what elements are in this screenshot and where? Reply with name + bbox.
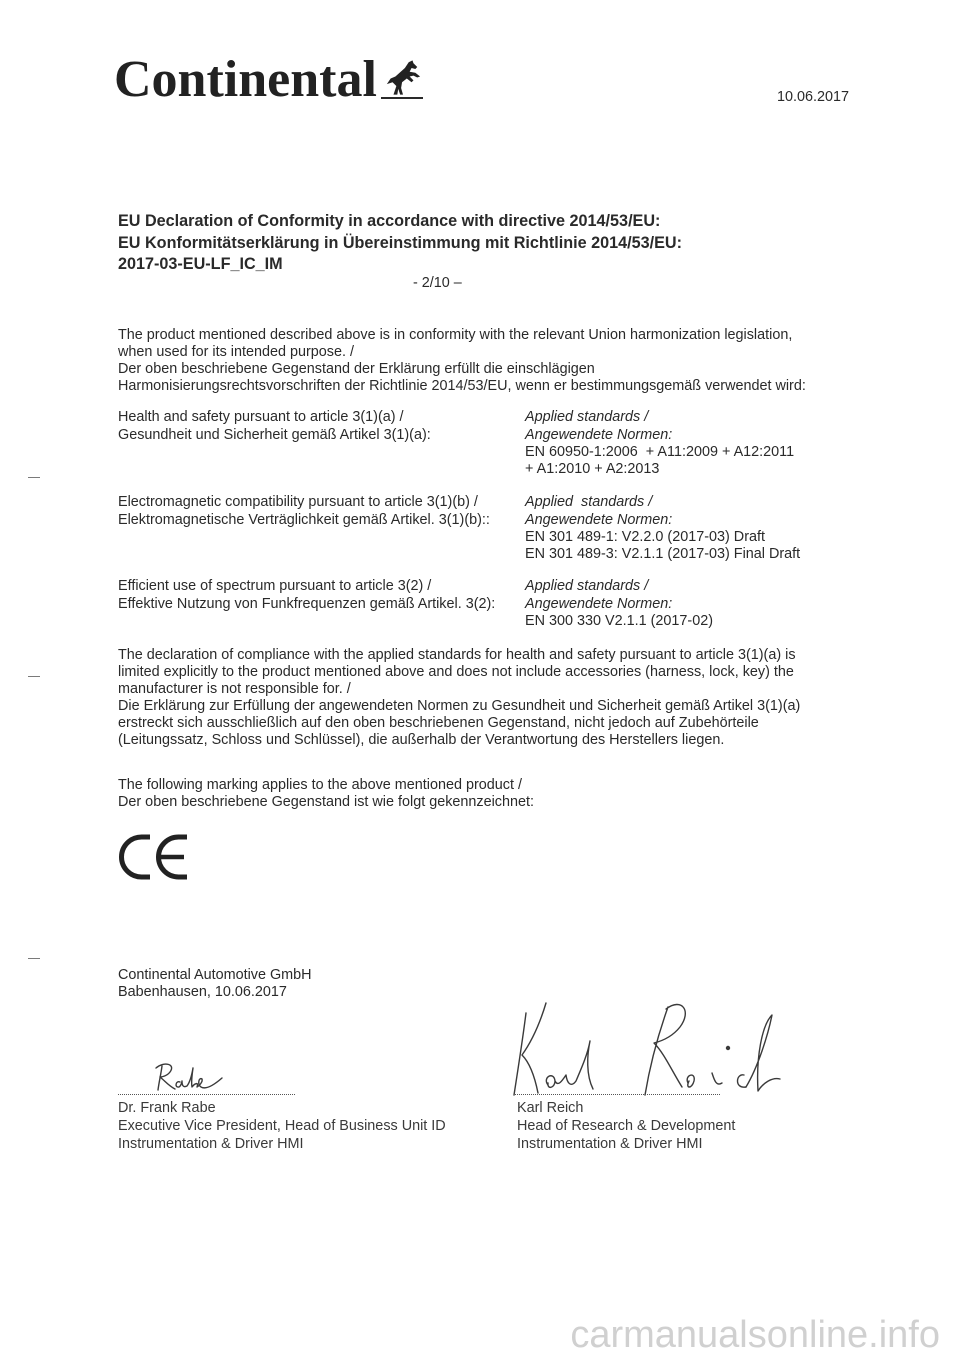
standards-label-de: Angewendete Normen: xyxy=(525,511,673,528)
standards-label-en: Applied standards / xyxy=(525,494,653,511)
text-line: Der oben beschriebene Gegenstand ist wie folgt gekennzeichnet: xyxy=(118,793,535,810)
signatory-position: Head of Research & Development xyxy=(517,1118,736,1134)
standard-entry: EN 60950-1:2006 + A11:2009 + A12:2011 xyxy=(525,443,795,460)
standards-label-de: Angewendete Normen: xyxy=(525,595,673,612)
site-watermark: carmanualsonline.info xyxy=(570,1314,940,1356)
text-line: Der oben beschriebene Gegenstand der Erklärung erfüllt die einschlägigen xyxy=(118,360,595,377)
logo-wordmark: Continental xyxy=(114,51,377,108)
compliance-note xyxy=(118,647,800,749)
standard-entry: EN 300 330 V2.1.1 (2017-02) xyxy=(525,612,714,629)
signatory-left xyxy=(118,1099,446,1153)
standard-entry: + A1:2010 + A2:2013 xyxy=(525,460,660,477)
requirement-label-en: Electromagnetic compatibility pursuant to article 3(1)(b) / xyxy=(118,494,478,511)
signature-frank-rabe xyxy=(150,1058,240,1098)
declaration-title xyxy=(118,211,682,276)
requirement-label-de: Effektive Nutzung von Funkfrequenzen gemäß Artikel. 3(2): xyxy=(118,595,496,612)
requirement-emc-standards xyxy=(525,494,800,563)
requirement-spectrum-standards xyxy=(525,578,713,630)
requirement-label-en: Efficient use of spectrum pursuant to article 3(2) / xyxy=(118,578,432,595)
marking-statement xyxy=(118,777,534,811)
title-english: EU Declaration of Conformity in accordance with directive 2014/53/EU: xyxy=(118,212,661,231)
text-line: Harmonisierungsrechtsvorschriften der Richtlinie 2014/53/EU, wenn er bestimmungsgemäß verwendet wird: xyxy=(118,377,806,394)
standard-entry: EN 301 489-3: V2.1.1 (2017-03) Final Draft xyxy=(525,545,801,562)
place-and-date: Babenhausen, 10.06.2017 xyxy=(118,983,287,1000)
logo-underline xyxy=(381,97,423,99)
requirement-emc-label xyxy=(118,494,490,528)
document-date: 10.06.2017 xyxy=(776,88,849,105)
text-line: The following marking applies to the above mentioned product / xyxy=(118,776,522,793)
text-line: when used for its intended purpose. / xyxy=(118,343,354,360)
requirement-health-safety-label xyxy=(118,409,431,443)
requirement-spectrum-label xyxy=(118,578,495,612)
standards-label-en: Applied standards / xyxy=(525,409,649,426)
title-german: EU Konformitätserklärung in Übereinstimmung mit Richtlinie 2014/53/EU: xyxy=(118,233,682,252)
page-number: - 2/10 – xyxy=(413,274,462,291)
signature-line-right xyxy=(515,1094,720,1095)
signature-line-left xyxy=(118,1094,295,1095)
horse-logo-icon xyxy=(384,59,422,96)
signatory-name: Karl Reich xyxy=(517,1100,584,1116)
ce-mark-icon xyxy=(119,832,191,882)
margin-mark xyxy=(28,477,40,478)
text-line: limited explicitly to the product mentioned above and does not include accessories (harness, lock, key) the xyxy=(118,663,794,680)
text-line: manufacturer is not responsible for. / xyxy=(118,680,351,697)
text-line: The product mentioned described above is in conformity with the relevant Union harmonization legislation, xyxy=(118,326,793,343)
requirement-label-de: Elektromagnetische Verträglichkeit gemäß Artikel. 3(1)(b):: xyxy=(118,511,490,528)
requirement-label-en: Health and safety pursuant to article 3(1)(a) / xyxy=(118,409,404,426)
signatory-name: Dr. Frank Rabe xyxy=(118,1100,216,1116)
signatory-unit: Instrumentation & Driver HMI xyxy=(517,1136,703,1152)
signatory-right xyxy=(517,1099,735,1153)
standard-entry: EN 301 489-1: V2.2.0 (2017-03) Draft xyxy=(525,528,765,545)
requirement-label-de: Gesundheit und Sicherheit gemäß Artikel 3(1)(a): xyxy=(118,426,431,443)
signatory-position: Executive Vice President, Head of Business Unit ID xyxy=(118,1118,446,1134)
standards-label-de: Angewendete Normen: xyxy=(525,426,673,443)
continental-logo xyxy=(114,51,377,108)
document-id: 2017-03-EU-LF_IC_IM xyxy=(118,255,283,274)
margin-mark xyxy=(28,958,40,959)
company-name: Continental Automotive GmbH xyxy=(118,966,312,983)
margin-mark xyxy=(28,676,40,677)
text-line: (Leitungssatz, Schloss und Schlüssel), die außerhalb der Verantwortung des Herstellers liegen. xyxy=(118,731,725,748)
text-line: erstreckt sich ausschließlich auf den oben beschriebenen Gegenstand, nicht jedoch auf Zubehörteile xyxy=(118,714,759,731)
intro-paragraph xyxy=(118,327,806,395)
issuer-block xyxy=(118,967,312,1001)
text-line: The declaration of compliance with the applied standards for health and safety pursuant to article 3(1)(a) is xyxy=(118,646,796,663)
standards-label-en: Applied standards / xyxy=(525,578,649,595)
text-line: Die Erklärung zur Erfüllung der angewendeten Normen zu Gesundheit und Sicherheit gemäß Artikel 3(1)(a) xyxy=(118,697,801,714)
requirement-health-safety-standards xyxy=(525,409,794,478)
signatory-unit: Instrumentation & Driver HMI xyxy=(118,1136,304,1152)
signature-karl-reich xyxy=(500,995,785,1100)
